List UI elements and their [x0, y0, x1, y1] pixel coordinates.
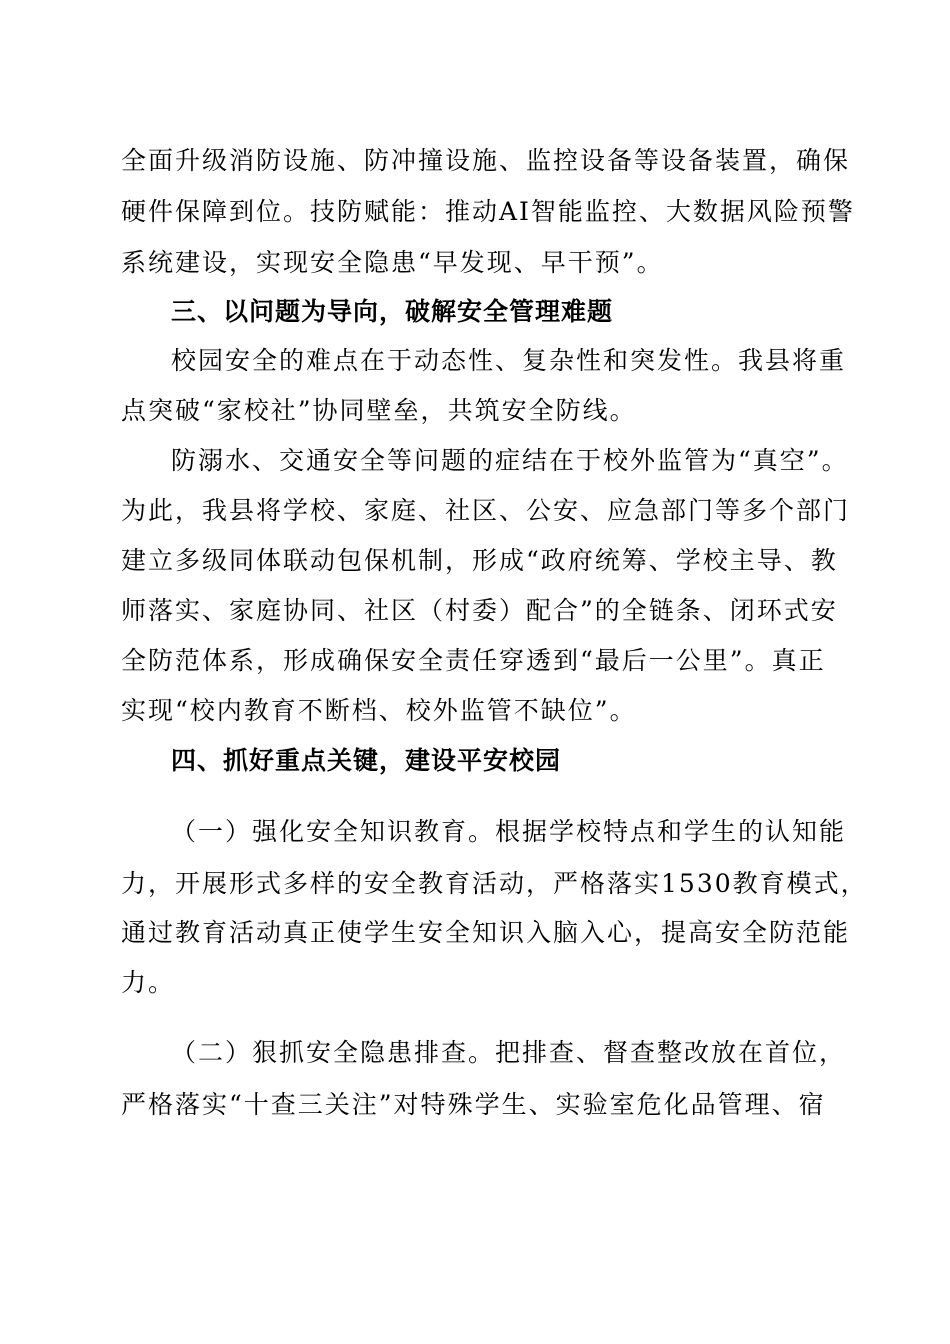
paragraph-line: （一）强化安全知识教育。根据学校特点和学生的认知能 [171, 817, 847, 846]
paragraph-line: （二）狠抓安全隐患排查。把排查、督查整改放在首位， [171, 1038, 847, 1067]
paragraph-line: 师落实、家庭协同、社区（村委）配合”的全链条、闭环式安 [121, 596, 838, 625]
paragraph-line: 点突破“家校社”协同壁垒，共筑安全防线。 [121, 396, 637, 425]
paragraph-line: 力。 [121, 968, 176, 997]
paragraph-line: 严格落实“十查三关注”对特殊学生、实验室危化品管理、宿 [121, 1090, 826, 1119]
paragraph-line: 为此，我县将学校、家庭、社区、公安、应急部门等多个部门 [121, 496, 851, 525]
section-heading-4: 四、抓好重点关键，建设平安校园 [171, 746, 562, 775]
paragraph-line: 校园安全的难点在于动态性、复杂性和突发性。我县将重 [171, 346, 847, 375]
paragraph-line: 全面升级消防设施、防冲撞设施、监控设备等设备装置，确保 [121, 146, 851, 175]
section-heading-3: 三、以问题为导向，破解安全管理难题 [171, 297, 614, 326]
paragraph-line: 实现“校内教育不断档、校外监管不缺位”。 [121, 696, 637, 725]
paragraph-line: 防溺水、交通安全等问题的症结在于校外监管为“真空”。 [171, 446, 849, 475]
paragraph-line: 力，开展形式多样的安全教育活动，严格落实1530教育模式， [121, 869, 868, 898]
paragraph-line: 通过教育活动真正使学生安全知识入脑入心，提高安全防范能 [121, 918, 851, 947]
paragraph-line: 全防范体系，形成确保安全责任穿透到“最后一公里”。真正 [121, 646, 826, 675]
paragraph-line: 系统建设，实现安全隐患“早发现、早干预”。 [121, 248, 664, 277]
paragraph-line: 建立多级同体联动包保机制，形成“政府统筹、学校主导、教 [121, 546, 838, 575]
paragraph-line: 硬件保障到位。技防赋能：推动AI智能监控、大数据风险预警 [121, 197, 855, 226]
